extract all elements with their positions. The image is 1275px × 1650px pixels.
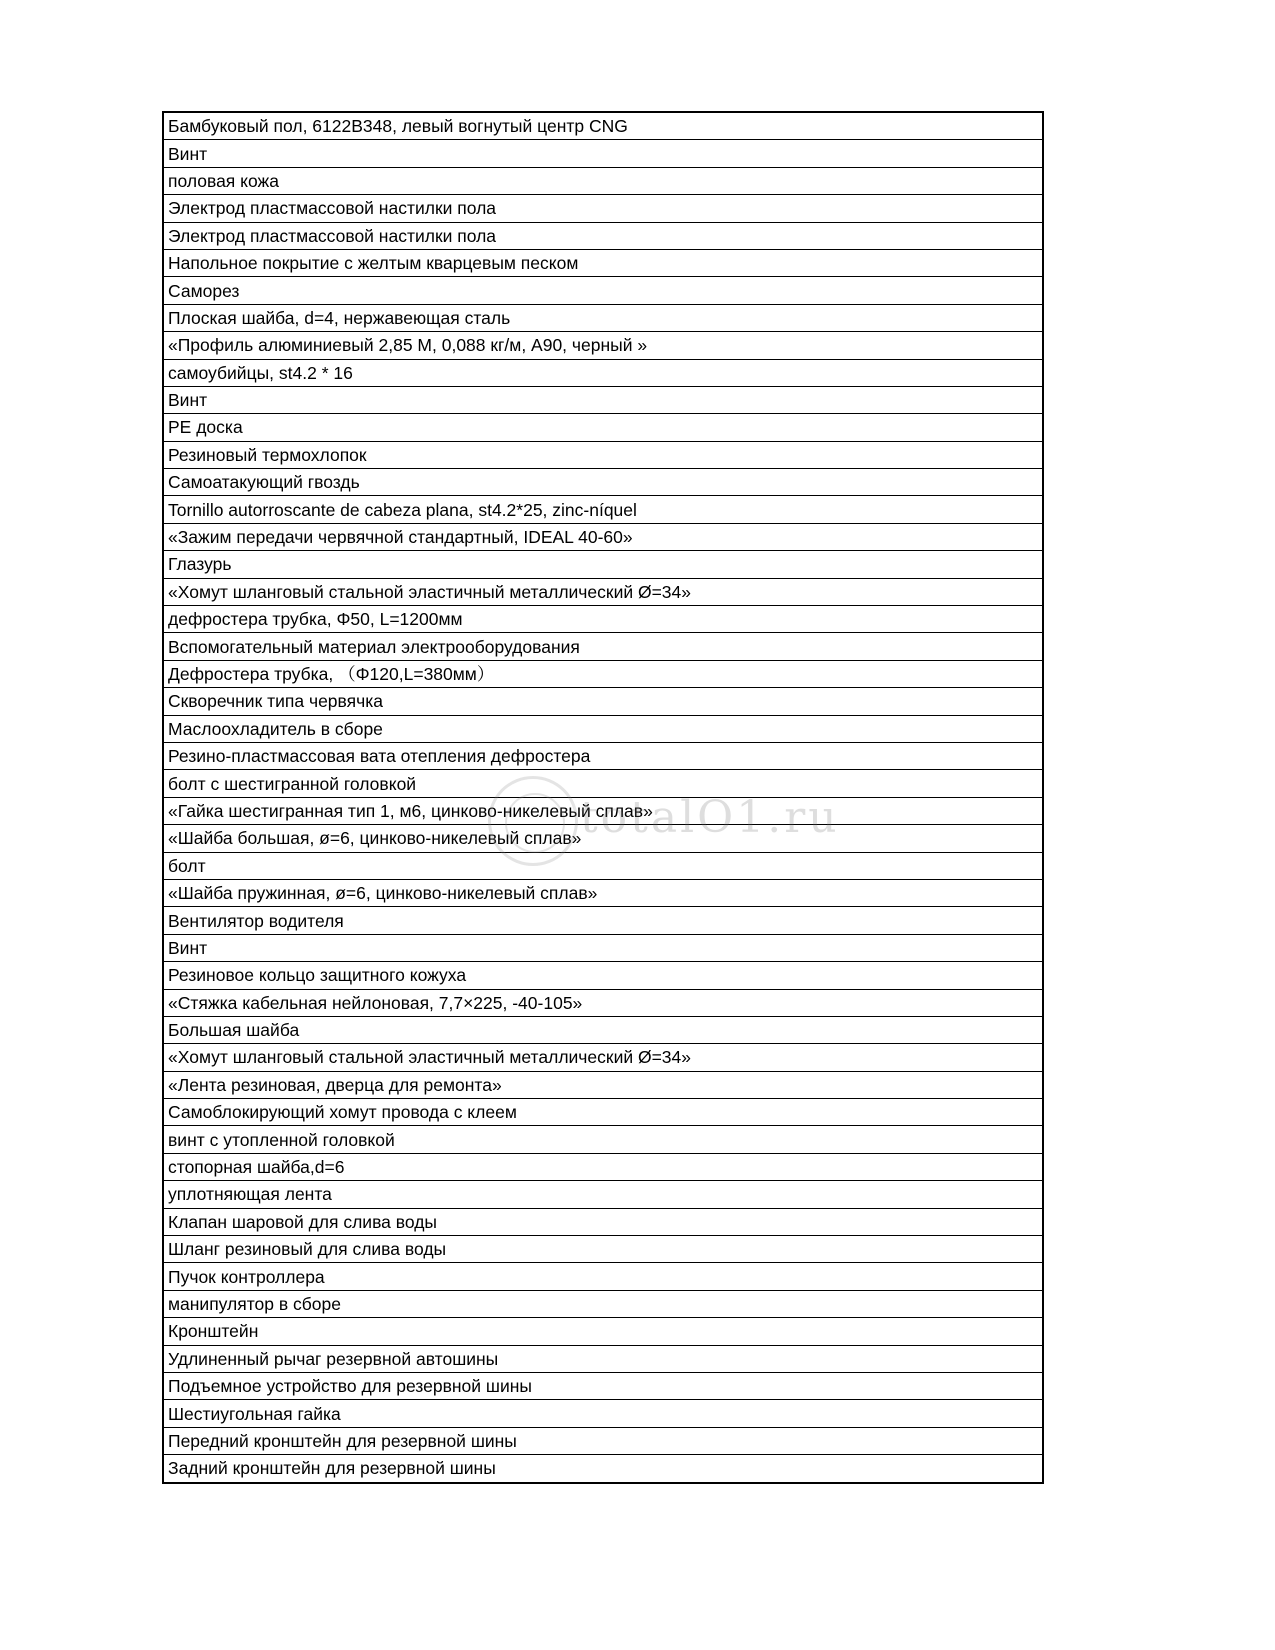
- table-row: [164, 989, 1043, 1016]
- table-cell: дефростера трубка, Φ50, L=1200мм: [164, 606, 1043, 633]
- table-row: [164, 962, 1043, 989]
- table-cell: половая кожа: [164, 167, 1043, 194]
- table-row: [164, 715, 1043, 742]
- table-row: [164, 852, 1043, 879]
- table-cell: Глазурь: [164, 551, 1043, 578]
- table-cell: «Хомут шланговый стальной эластичный металлический Ø=34»: [164, 578, 1043, 605]
- table-row: [164, 606, 1043, 633]
- table-row: [164, 332, 1043, 359]
- parts-list-table: [163, 112, 1043, 1483]
- table-cell: Tornillo autorroscante de cabeza plana, st4.2*25, zinc-níquel: [164, 496, 1043, 523]
- table-cell: «Лента резиновая, дверца для ремонта»: [164, 1071, 1043, 1098]
- table-cell: Шестиугольная гайка: [164, 1400, 1043, 1427]
- table-row: [164, 113, 1043, 140]
- table-row: [164, 797, 1043, 824]
- table-cell: PE доска: [164, 414, 1043, 441]
- table-row: [164, 770, 1043, 797]
- table-row: [164, 195, 1043, 222]
- parts-list-body: [164, 113, 1043, 1483]
- table-cell: Задний кронштейн для резервной шины: [164, 1455, 1043, 1482]
- table-cell: Большая шайба: [164, 1016, 1043, 1043]
- table-cell: Кронштейн: [164, 1318, 1043, 1345]
- table-row: [164, 1318, 1043, 1345]
- table-cell: Бамбуковый пол, 6122B348, левый вогнутый центр CNG: [164, 113, 1043, 140]
- table-row: [164, 1455, 1043, 1482]
- table-cell: Передний кронштейн для резервной шины: [164, 1427, 1043, 1454]
- table-row: [164, 496, 1043, 523]
- table-cell: манипулятор в сборе: [164, 1290, 1043, 1317]
- table-cell: «Шайба пружинная, ø=6, цинково-никелевый сплав»: [164, 879, 1043, 906]
- table-row: [164, 167, 1043, 194]
- watermark-text: totalO1.ru: [580, 792, 840, 843]
- table-row: [164, 742, 1043, 769]
- table-cell: «Шайба большая, ø=6, цинково-никелевый сплав»: [164, 825, 1043, 852]
- table-row: [164, 1427, 1043, 1454]
- table-row: [164, 633, 1043, 660]
- table-row: [164, 1208, 1043, 1235]
- table-row: [164, 825, 1043, 852]
- table-row: [164, 386, 1043, 413]
- table-cell: Винт: [164, 934, 1043, 961]
- table-row: [164, 1181, 1043, 1208]
- table-cell: Самоблокирующий хомут провода с клеем: [164, 1099, 1043, 1126]
- table-cell: Клапан шаровой для слива воды: [164, 1208, 1043, 1235]
- table-row: [164, 249, 1043, 276]
- table-cell: Скворечник типа червячка: [164, 688, 1043, 715]
- table-cell: «Гайка шестигранная тип 1, м6, цинково-никелевый сплав»: [164, 797, 1043, 824]
- table-row: [164, 441, 1043, 468]
- table-cell: Вспомогательный материал электрооборудования: [164, 633, 1043, 660]
- table-row: [164, 551, 1043, 578]
- table-row: [164, 523, 1043, 550]
- table-cell: Маслоохладитель в сборе: [164, 715, 1043, 742]
- table-row: [164, 578, 1043, 605]
- table-cell: Самоатакующий гвоздь: [164, 469, 1043, 496]
- table-cell: Шланг резиновый для слива воды: [164, 1236, 1043, 1263]
- table-row: [164, 1345, 1043, 1372]
- table-cell: Резиновый термохлопок: [164, 441, 1043, 468]
- table-row: [164, 688, 1043, 715]
- table-cell: Пучок контроллера: [164, 1263, 1043, 1290]
- table-row: [164, 304, 1043, 331]
- table-row: [164, 879, 1043, 906]
- table-cell: Электрод пластмассовой настилки пола: [164, 222, 1043, 249]
- table-row: [164, 1153, 1043, 1180]
- table-cell: Электрод пластмассовой настилки пола: [164, 195, 1043, 222]
- table-row: [164, 934, 1043, 961]
- table-row: [164, 1290, 1043, 1317]
- table-row: [164, 1071, 1043, 1098]
- table-row: [164, 1126, 1043, 1153]
- table-cell: уплотняющая лента: [164, 1181, 1043, 1208]
- table-cell: болт: [164, 852, 1043, 879]
- table-cell: «Хомут шланговый стальной эластичный металлический Ø=34»: [164, 1044, 1043, 1071]
- table-cell: Резино-пластмассовая вата отепления дефростера: [164, 742, 1043, 769]
- table-row: [164, 222, 1043, 249]
- table-row: [164, 1099, 1043, 1126]
- table-cell: Удлиненный рычаг резервной автошины: [164, 1345, 1043, 1372]
- table-row: [164, 1016, 1043, 1043]
- table-cell: болт с шестигранной головкой: [164, 770, 1043, 797]
- table-cell: винт с утопленной головкой: [164, 1126, 1043, 1153]
- table-cell: Подъемное устройство для резервной шины: [164, 1372, 1043, 1399]
- table-cell: стопорная шайба,d=6: [164, 1153, 1043, 1180]
- table-cell: Саморез: [164, 277, 1043, 304]
- table-row: [164, 1044, 1043, 1071]
- table-cell: Винт: [164, 386, 1043, 413]
- table-row: [164, 277, 1043, 304]
- table-row: [164, 140, 1043, 167]
- table-cell: «Зажим передачи червячной стандартный, IDEAL 40-60»: [164, 523, 1043, 550]
- table-row: [164, 907, 1043, 934]
- table-cell: Плоская шайба, d=4, нержавеющая сталь: [164, 304, 1043, 331]
- table-cell: Напольное покрытие с желтым кварцевым песком: [164, 249, 1043, 276]
- table-cell: «Стяжка кабельная нейлоновая, 7,7×225, -40-105»: [164, 989, 1043, 1016]
- table-cell: Дефростера трубка, （Φ120,L=380мм）: [164, 660, 1043, 687]
- table-row: [164, 660, 1043, 687]
- table-cell: Резиновое кольцо защитного кожуха: [164, 962, 1043, 989]
- table-row: [164, 1372, 1043, 1399]
- table-row: [164, 359, 1043, 386]
- table-row: [164, 1236, 1043, 1263]
- table-row: [164, 414, 1043, 441]
- table-cell: самоубийцы, st4.2 * 16: [164, 359, 1043, 386]
- table-row: [164, 469, 1043, 496]
- table-row: [164, 1263, 1043, 1290]
- table-cell: «Профиль алюминиевый 2,85 М, 0,088 кг/м, А90, черный »: [164, 332, 1043, 359]
- table-cell: Вентилятор водителя: [164, 907, 1043, 934]
- table-cell: Винт: [164, 140, 1043, 167]
- table-row: [164, 1400, 1043, 1427]
